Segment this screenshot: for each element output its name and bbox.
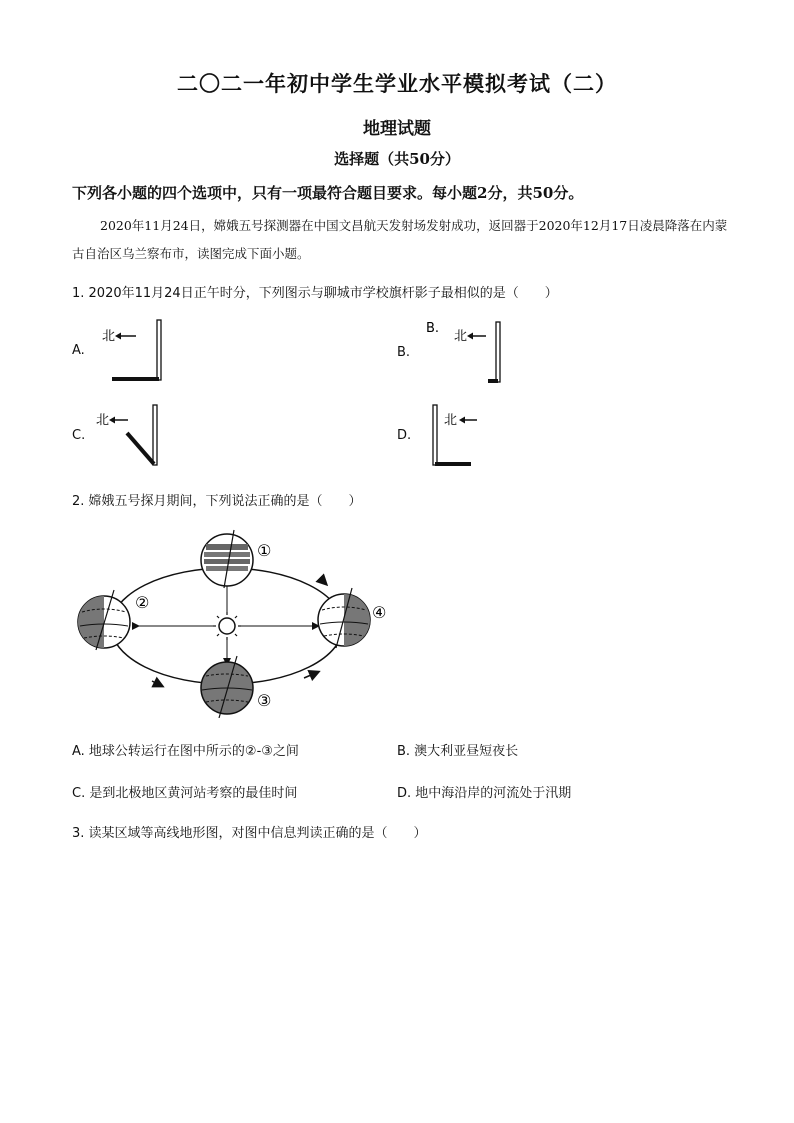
orbit-arrow-icon (152, 681, 162, 686)
question-2-stem: 2. 嫦娥五号探月期间，下列说法正确的是（ ） (72, 494, 362, 509)
north-arrow-icon (115, 333, 136, 340)
b-label: B. (426, 321, 440, 336)
north-arrow-icon (109, 417, 128, 424)
question-1-stem: 1. 2020年11月24日正午时分，下列图示与聊城市学校旗杆影子最相似的是（ ） (72, 286, 558, 301)
q1-option-c-label[interactable]: C. (72, 428, 86, 443)
earth-position-1 (201, 530, 271, 588)
north-label: 北 (102, 329, 116, 344)
q2-option-d[interactable]: D. 地中海沿岸的河流处于汛期 (397, 786, 572, 801)
north-label: 北 (444, 413, 458, 428)
orbit-arrow-icon (320, 578, 326, 584)
shadow (127, 433, 154, 464)
earth-position-2 (78, 590, 149, 650)
position-label: ③ (257, 691, 272, 710)
q1-option-d-label[interactable]: D. (397, 428, 412, 443)
sun-icon (213, 612, 241, 640)
shadow (488, 379, 498, 383)
earth-position-3 (201, 656, 271, 718)
subject-title: 地理试题 (363, 119, 431, 139)
q2-option-b[interactable]: B. 澳大利亚昼短夜长 (397, 744, 519, 759)
q1-option-b-figure (420, 318, 510, 386)
instruction-text: 下列各小题的四个选项中，只有一项最符合题目要求。每小题2分，共50分。 (72, 184, 584, 202)
q1-option-d-figure (428, 402, 488, 470)
orbit-arrow-icon (304, 672, 318, 678)
north-label: 北 (454, 329, 468, 344)
north-arrow-icon (467, 333, 486, 340)
q1-option-a-label[interactable]: A. (72, 343, 85, 358)
north-arrow-icon (459, 417, 477, 424)
position-label: ④ (372, 603, 387, 622)
flagpole (153, 405, 157, 465)
q1-option-c-figure (94, 402, 164, 470)
q1-option-b-label[interactable]: B. (397, 345, 411, 360)
q2-option-c[interactable]: C. 是到北极地区黄河站考察的最佳时间 (72, 786, 298, 801)
shadow (435, 462, 471, 466)
flagpole (157, 320, 161, 380)
north-label: 北 (96, 413, 110, 428)
position-label: ② (135, 593, 150, 612)
flagpole (496, 322, 500, 382)
reading-passage: 2020年11月24日，嫦娥五号探测器在中国文昌航天发射场发射成功，返回器于2020年12月17日凌晨降落在内蒙古自治区乌兰察布市，读图完成下面小题。 (72, 218, 728, 261)
question-3-stem: 3. 读某区域等高线地形图，对图中信息判读正确的是（ ） (72, 826, 427, 841)
exam-title: 二〇二一年初中学生学业水平模拟考试（二） (177, 71, 617, 96)
position-label: ① (257, 541, 272, 560)
shadow (112, 377, 159, 381)
q2-option-a[interactable]: A. 地球公转运行在图中所示的②-③之间 (72, 744, 299, 759)
flagpole (433, 405, 437, 465)
section-title: 选择题（共50分） (334, 150, 460, 168)
q1-option-a-figure (100, 318, 170, 384)
earth-orbit-diagram (74, 526, 404, 718)
